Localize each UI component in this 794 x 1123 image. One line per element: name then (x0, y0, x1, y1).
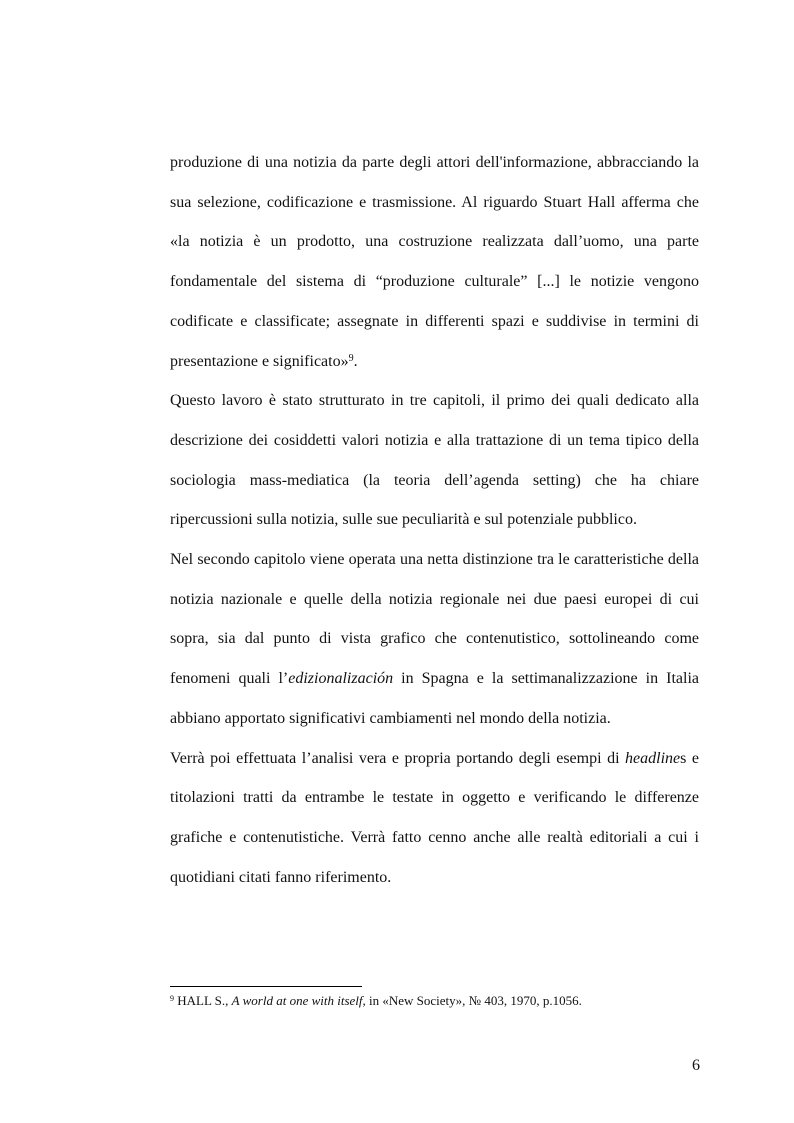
footnote-divider (170, 986, 362, 987)
paragraph-1-text: produzione di una notizia da parte degli attori dell'informazione, abbracciando la sua selezione, codificazione e trasmissione. Al riguardo Stuart Hall afferma che «la notizia è un prodotto, una costruzione realizzata dall’uomo, una parte fondamentale del sistema di “produzione culturale” [...] le notizie vengono codificate e classificate; assegnate in differenti spazi e suddivise in termini di presentazione e significato» (170, 154, 699, 370)
paragraph-1-end: . (353, 352, 358, 370)
paragraph-3 (170, 540, 699, 739)
page-number: 6 (692, 1057, 700, 1074)
footnote (170, 993, 699, 1009)
footnote-source: , in «New Society», № 403, 1970, p.1056. (362, 993, 582, 1008)
paragraph-3-text-start: Nel secondo capitolo viene operata una netta distinzione tra le caratteristiche della notizia nazionale e quelle della notizia regionale nei due paesi europei di cui sopra, sia dal punto di vista grafico che contenutistico, sottolineando come fenomeni quali l’ (170, 551, 699, 688)
footnote-number: 9 (170, 994, 174, 1003)
paragraph-2-text: Questo lavoro è stato strutturato in tre capitoli, il primo dei quali dedicato alla descrizione dei cosiddetti valori notizia e alla trattazione di un tema tipico della sociologia mass-mediatica (la teoria dell’agenda setting) che ha chiare ripercussioni sulla notizia, sulle sue peculiarità e sul potenziale pubblico. (170, 392, 699, 529)
paragraph-3-text-end: in Spagna e la settimanalizzazione in Italia abbiano apportato significativi cambiamenti nel mondo della notizia. (170, 670, 699, 727)
paragraph-4-italic-term: headline (625, 749, 681, 767)
paragraph-1 (170, 143, 699, 381)
paragraph-3-italic-term: edizionalización (288, 670, 394, 688)
paragraph-4-text-end: s e titolazioni tratti da entrambe le testate in oggetto e verificando le differenze grafiche e contenutistiche. Verrà fatto cenno anche alle realtà editoriali a cui i quotidiani citati fanno riferimento. (170, 749, 699, 886)
footnote-reference[interactable]: 9 (348, 352, 354, 364)
body-text (170, 143, 699, 897)
paragraph-4 (170, 739, 699, 898)
footnote-title: A world at one with itself (231, 993, 363, 1008)
footnote-author: HALL S., (174, 993, 232, 1008)
paragraph-2 (170, 381, 699, 540)
paragraph-4-text-start: Verrà poi effettuata l’analisi vera e propria portando degli esempi di (170, 749, 626, 767)
